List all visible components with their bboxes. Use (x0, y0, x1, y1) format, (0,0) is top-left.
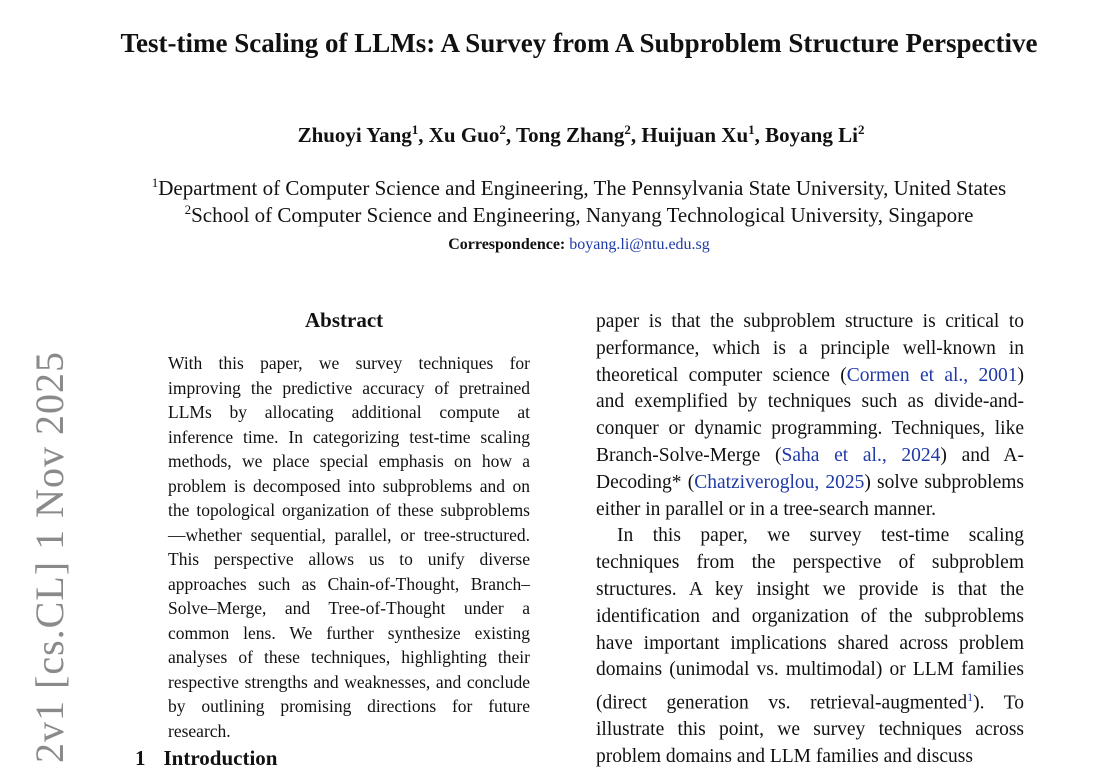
section-title: Introduction (163, 746, 278, 770)
abstract-heading: Abstract (305, 308, 384, 332)
author: Xu Guo (428, 123, 500, 147)
correspondence (0, 236, 1118, 254)
correspondence-email-link[interactable]: boyang.li@ntu.edu.sg (569, 236, 710, 253)
text-run: paper is that the subproblem structure is critical to performance, which is a principle well-known in theoretical computer science ( (596, 311, 1024, 386)
section-heading-introduction (135, 746, 295, 771)
author: Zhuoyi Yang (297, 123, 412, 147)
author-list (0, 122, 1118, 148)
abstract-body: With this paper, we survey techniques for improving the predictive accuracy of pretrained LLMs by allocating additional compute at inference time. In categorizing test-time scaling methods, we place special emphasis on how a problem is decomposed into subproblems and on the topological organization of these subproblems—whether sequential, parallel, or tree-structured. This perspective allows us to unify diverse approaches such as Chain-of-Thought, Branch–Solve–Merge, and Tree-of-Thought under a common lens. We further synthesize existing analyses of these techniques, highlighting their respective strengths and weaknesses, and conclude by outlining promising directions for future research. (168, 353, 530, 741)
footnote-link[interactable]: 1 (967, 690, 974, 705)
affiliation-number: 1 (151, 175, 159, 190)
text-run: ) and A-Decoding* ( (596, 444, 1024, 493)
author: Tong Zhang (515, 123, 625, 147)
author-separator: , (754, 123, 766, 147)
citation-link[interactable]: Chatziveroglou, 2025 (694, 471, 865, 493)
author-affiliation-mark: 2 (624, 122, 631, 137)
right-column-body (596, 309, 1024, 771)
text-run: ) and exemplified by techniques such as divide-and-conquer or dynamic programming. Techniques, like Branch-Solve-Merge ( (596, 364, 1025, 466)
author-affiliation-mark: 1 (748, 122, 755, 137)
author-affiliation-mark: 2 (857, 122, 865, 137)
paragraph (596, 309, 1024, 523)
citation-link[interactable]: Cormen et al., 2001 (846, 364, 1018, 386)
paper-title: Test-time Scaling of LLMs: A Survey from A Subproblem Structure Perspective (120, 28, 1038, 58)
author-separator: , (418, 123, 429, 147)
author: Huijuan Xu (641, 123, 749, 147)
author: Boyang Li (765, 123, 858, 147)
affiliation-2 (0, 202, 1118, 228)
author-affiliation-mark: 2 (499, 122, 506, 137)
author-affiliation-mark: 1 (411, 122, 419, 137)
text-run: In this paper, we survey test-time scaling techniques from the perspective of subproblem structures. A key insight we provide is that the identification and organization of the subproblems have important implications shared across problem domains (unimodal vs. multimodal) or LLM families (direct generation vs. retrieval-augmented (596, 525, 1024, 714)
author-separator: , (505, 123, 516, 147)
affiliation-text: Department of Computer Science and Engineering, The Pennsylvania State University, United States (158, 176, 1007, 200)
correspondence-label: Correspondence: (448, 236, 566, 253)
author-separator: , (630, 123, 642, 147)
text-run: ). To illustrate this point, we survey techniques across problem domains and LLM families and discuss (596, 692, 1024, 768)
section-number: 1 (135, 746, 146, 770)
text-run: ) solve subproblems either in parallel or in a tree-search manner. (596, 471, 1024, 520)
paragraph (596, 523, 1024, 771)
affiliation-1 (0, 175, 1118, 201)
affiliation-number: 2 (184, 202, 192, 217)
citation-link[interactable]: Saha et al., 2024 (781, 444, 941, 466)
arxiv-stamp: 2v1 [cs.CL] 1 Nov 2025 (27, 351, 72, 763)
affiliation-text: School of Computer Science and Engineering, Nanyang Technological University, Singapore (191, 203, 974, 227)
